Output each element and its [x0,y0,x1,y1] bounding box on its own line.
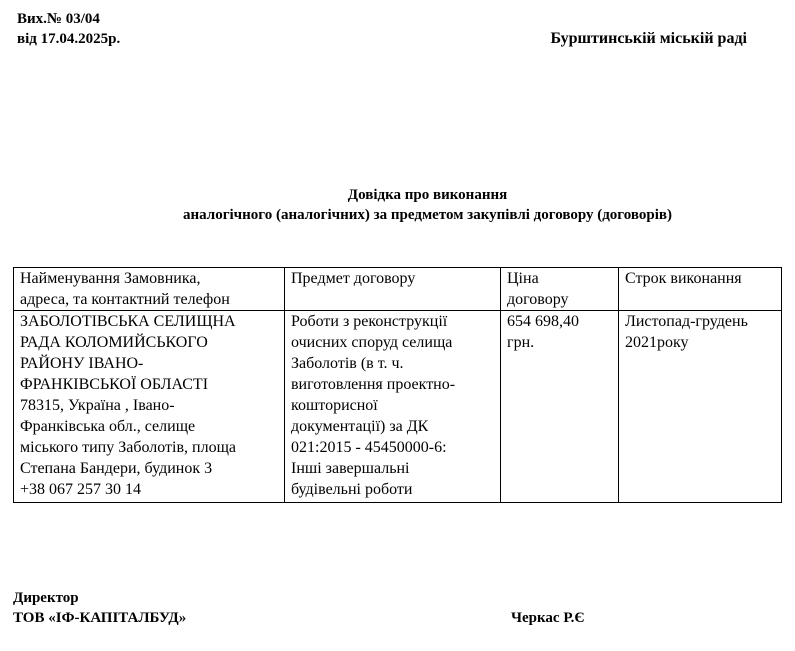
cell-term: Листопад-грудень 2021року [619,311,782,503]
cell-customer: ЗАБОЛОТІВСЬКА СЕЛИЩНА РАДА КОЛОМИЙСЬКОГО РАЙОНУ ІВАНО- ФРАНКІВСЬКОЇ ОБЛАСТІ 78315, Україна , Івано- Франківська обл., селище міського типу Заболотів, площа Степана Бандери, будинок 3 +38 067 257 30 14 [14,311,285,503]
table-header-row [14,268,782,311]
column-header-customer: Найменування Замовника, адреса, та контактний телефон [14,268,285,311]
signatory-position: Директор [13,590,79,606]
signatory-name: Черкас Р.Є [511,610,585,626]
column-header-term: Строк виконання [619,268,782,311]
column-header-price: Ціна договору [501,268,619,311]
contracts-table [13,267,782,503]
table-row [14,311,782,503]
recipient: Бурштинській міській раді [550,30,747,47]
document-title: Довідка про виконання [347,187,508,203]
cell-price: 654 698,40 грн. [501,311,619,503]
outgoing-number: Вих.№ 03/04 [17,11,100,27]
cell-subject: Роботи з реконструкції очисних споруд селища Заболотів (в т. ч. виготовлення проектно- кошторисної документації) за ДК 021:2015 - 45450000-6: Інші завершальні будівельні роботи [285,311,501,503]
column-header-subject: Предмет договору [285,268,501,311]
company-name: ТОВ «ІФ-КАПІТАЛБУД» [13,610,187,626]
document-subtitle: аналогічного (аналогічних) за предметом закупівлі договору (договорів) [183,207,672,223]
outgoing-date: від 17.04.2025р. [17,31,121,47]
